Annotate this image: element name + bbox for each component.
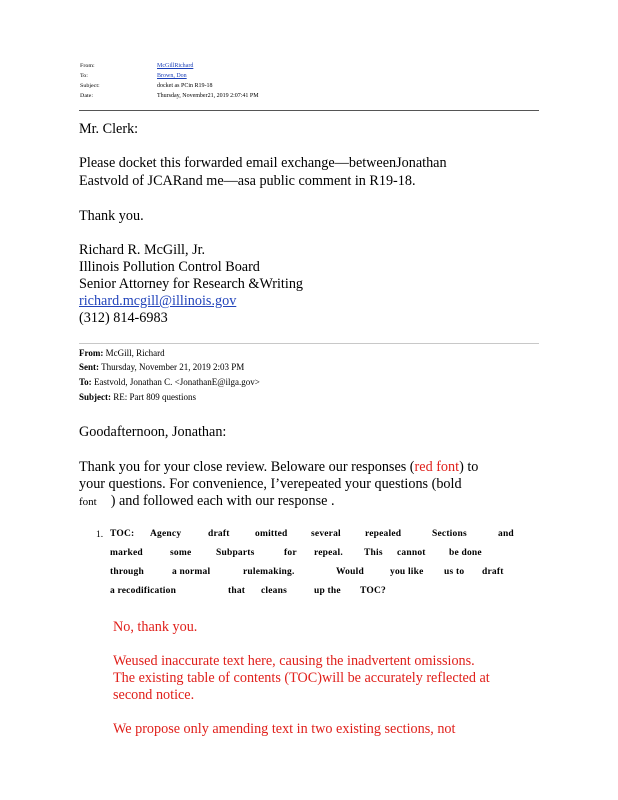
q1-w: that <box>228 586 246 596</box>
reply-para-line-3 <box>79 493 335 511</box>
reply-p1-b: ) to <box>459 459 479 475</box>
q1-w: Would <box>336 567 364 577</box>
q1-w: This <box>364 548 383 558</box>
fwd-to-label: To: <box>79 377 92 387</box>
answer-3-line-1: We propose only amending text in two existing sections, not <box>113 721 456 737</box>
q1-w: rulemaking. <box>243 567 295 577</box>
fwd-subject-value: RE: Part 809 questions <box>113 392 196 402</box>
q1-w: TOC? <box>360 586 386 596</box>
header-from-label: From: <box>80 63 95 69</box>
header-subject-label: Subject: <box>80 83 100 89</box>
q1-w: draft <box>208 529 230 539</box>
answer-2-line-2: The existing table of contents (TOC)will be accurately reflected at <box>113 670 490 686</box>
q1-w: draft <box>482 567 504 577</box>
q1-w: you like <box>390 567 424 577</box>
body-line-2: Eastvold of JCARand me—asa public comment in R19-18. <box>79 173 416 189</box>
q1-w: some <box>170 548 192 558</box>
header-date-value: Thursday, November21, 2019 2:07:41 PM <box>157 93 259 99</box>
q1-w: us to <box>444 567 465 577</box>
fwd-to-value: Eastvold, Jonathan C. <JonathanE@ilga.gov> <box>93 377 260 387</box>
fwd-from-label: From: <box>79 348 104 358</box>
q1-w: repeal. <box>314 548 343 558</box>
q1-w: Subparts <box>216 548 255 558</box>
q1-w: a recodification <box>110 586 177 596</box>
answer-2-line-3: second notice. <box>113 687 195 703</box>
q1-w: Agency <box>150 529 182 539</box>
q1-w: marked <box>110 548 143 558</box>
reply-p1-red: red font <box>414 459 460 475</box>
q1-w: several <box>311 529 341 539</box>
greeting: Mr. Clerk: <box>79 121 139 137</box>
reply-greeting: Goodafternoon, Jonathan: <box>79 424 227 440</box>
fwd-sent-row <box>79 362 244 373</box>
header-date-label: Date: <box>80 93 93 99</box>
q1-w: cannot <box>397 548 426 558</box>
fwd-subject-row <box>79 392 196 403</box>
reply-p3-a: font <box>79 496 97 508</box>
signature-org: Illinois Pollution Control Board <box>79 259 260 275</box>
reply-p1-a: Thank you for your close review. Beloware our responses ( <box>79 459 415 475</box>
forward-divider <box>79 343 539 344</box>
header-to-link[interactable]: Brown, Don <box>157 73 187 79</box>
q1-w: up the <box>314 586 341 596</box>
header-divider <box>79 110 539 111</box>
fwd-to-row <box>79 377 260 388</box>
q1-w: and <box>498 529 514 539</box>
signature-email-link[interactable]: richard.mcgill@illinois.gov <box>79 293 237 309</box>
answer-2-line-1: Weused inaccurate text here, causing the inadvertent omissions. <box>113 653 475 669</box>
fwd-from-value: McGill, Richard <box>105 348 165 358</box>
q1-w: omitted <box>255 529 288 539</box>
header-subject-value: docket as PCin R19-18 <box>157 83 213 89</box>
fwd-subject-label: Subject: <box>79 392 111 402</box>
q1-w: be done <box>449 548 482 558</box>
signature-phone: (312) 814-6983 <box>79 310 168 326</box>
q1-w: Sections <box>432 529 467 539</box>
q1-w: through <box>110 567 144 577</box>
reply-p3-b: ) and followed each with our response . <box>110 493 335 509</box>
q1-w: a normal <box>172 567 211 577</box>
header-from-link[interactable]: McGillRichard <box>157 63 194 69</box>
fwd-from-row <box>79 348 165 359</box>
q1-w: for <box>284 548 297 558</box>
reply-para-line-2: your questions. For convenience, I’verepeated your questions (bold <box>79 476 462 492</box>
signature-name: Richard R. McGill, Jr. <box>79 242 206 258</box>
question-number: 1. <box>96 530 104 540</box>
body-line-1: Please docket this forwarded email exchange—betweenJonathan <box>79 155 447 171</box>
fwd-sent-value: Thursday, November 21, 2019 2:03 PM <box>101 362 245 372</box>
signature-title: Senior Attorney for Research &Writing <box>79 276 304 292</box>
reply-para-line-1 <box>79 459 478 476</box>
thanks-line: Thank you. <box>79 208 144 224</box>
q1-w: repealed <box>365 529 402 539</box>
fwd-sent-label: Sent: <box>79 362 99 372</box>
q1-w: cleans <box>261 586 288 596</box>
answer-1: No, thank you. <box>113 619 198 635</box>
q1-w: TOC: <box>110 529 135 539</box>
header-to-label: To: <box>80 73 88 79</box>
